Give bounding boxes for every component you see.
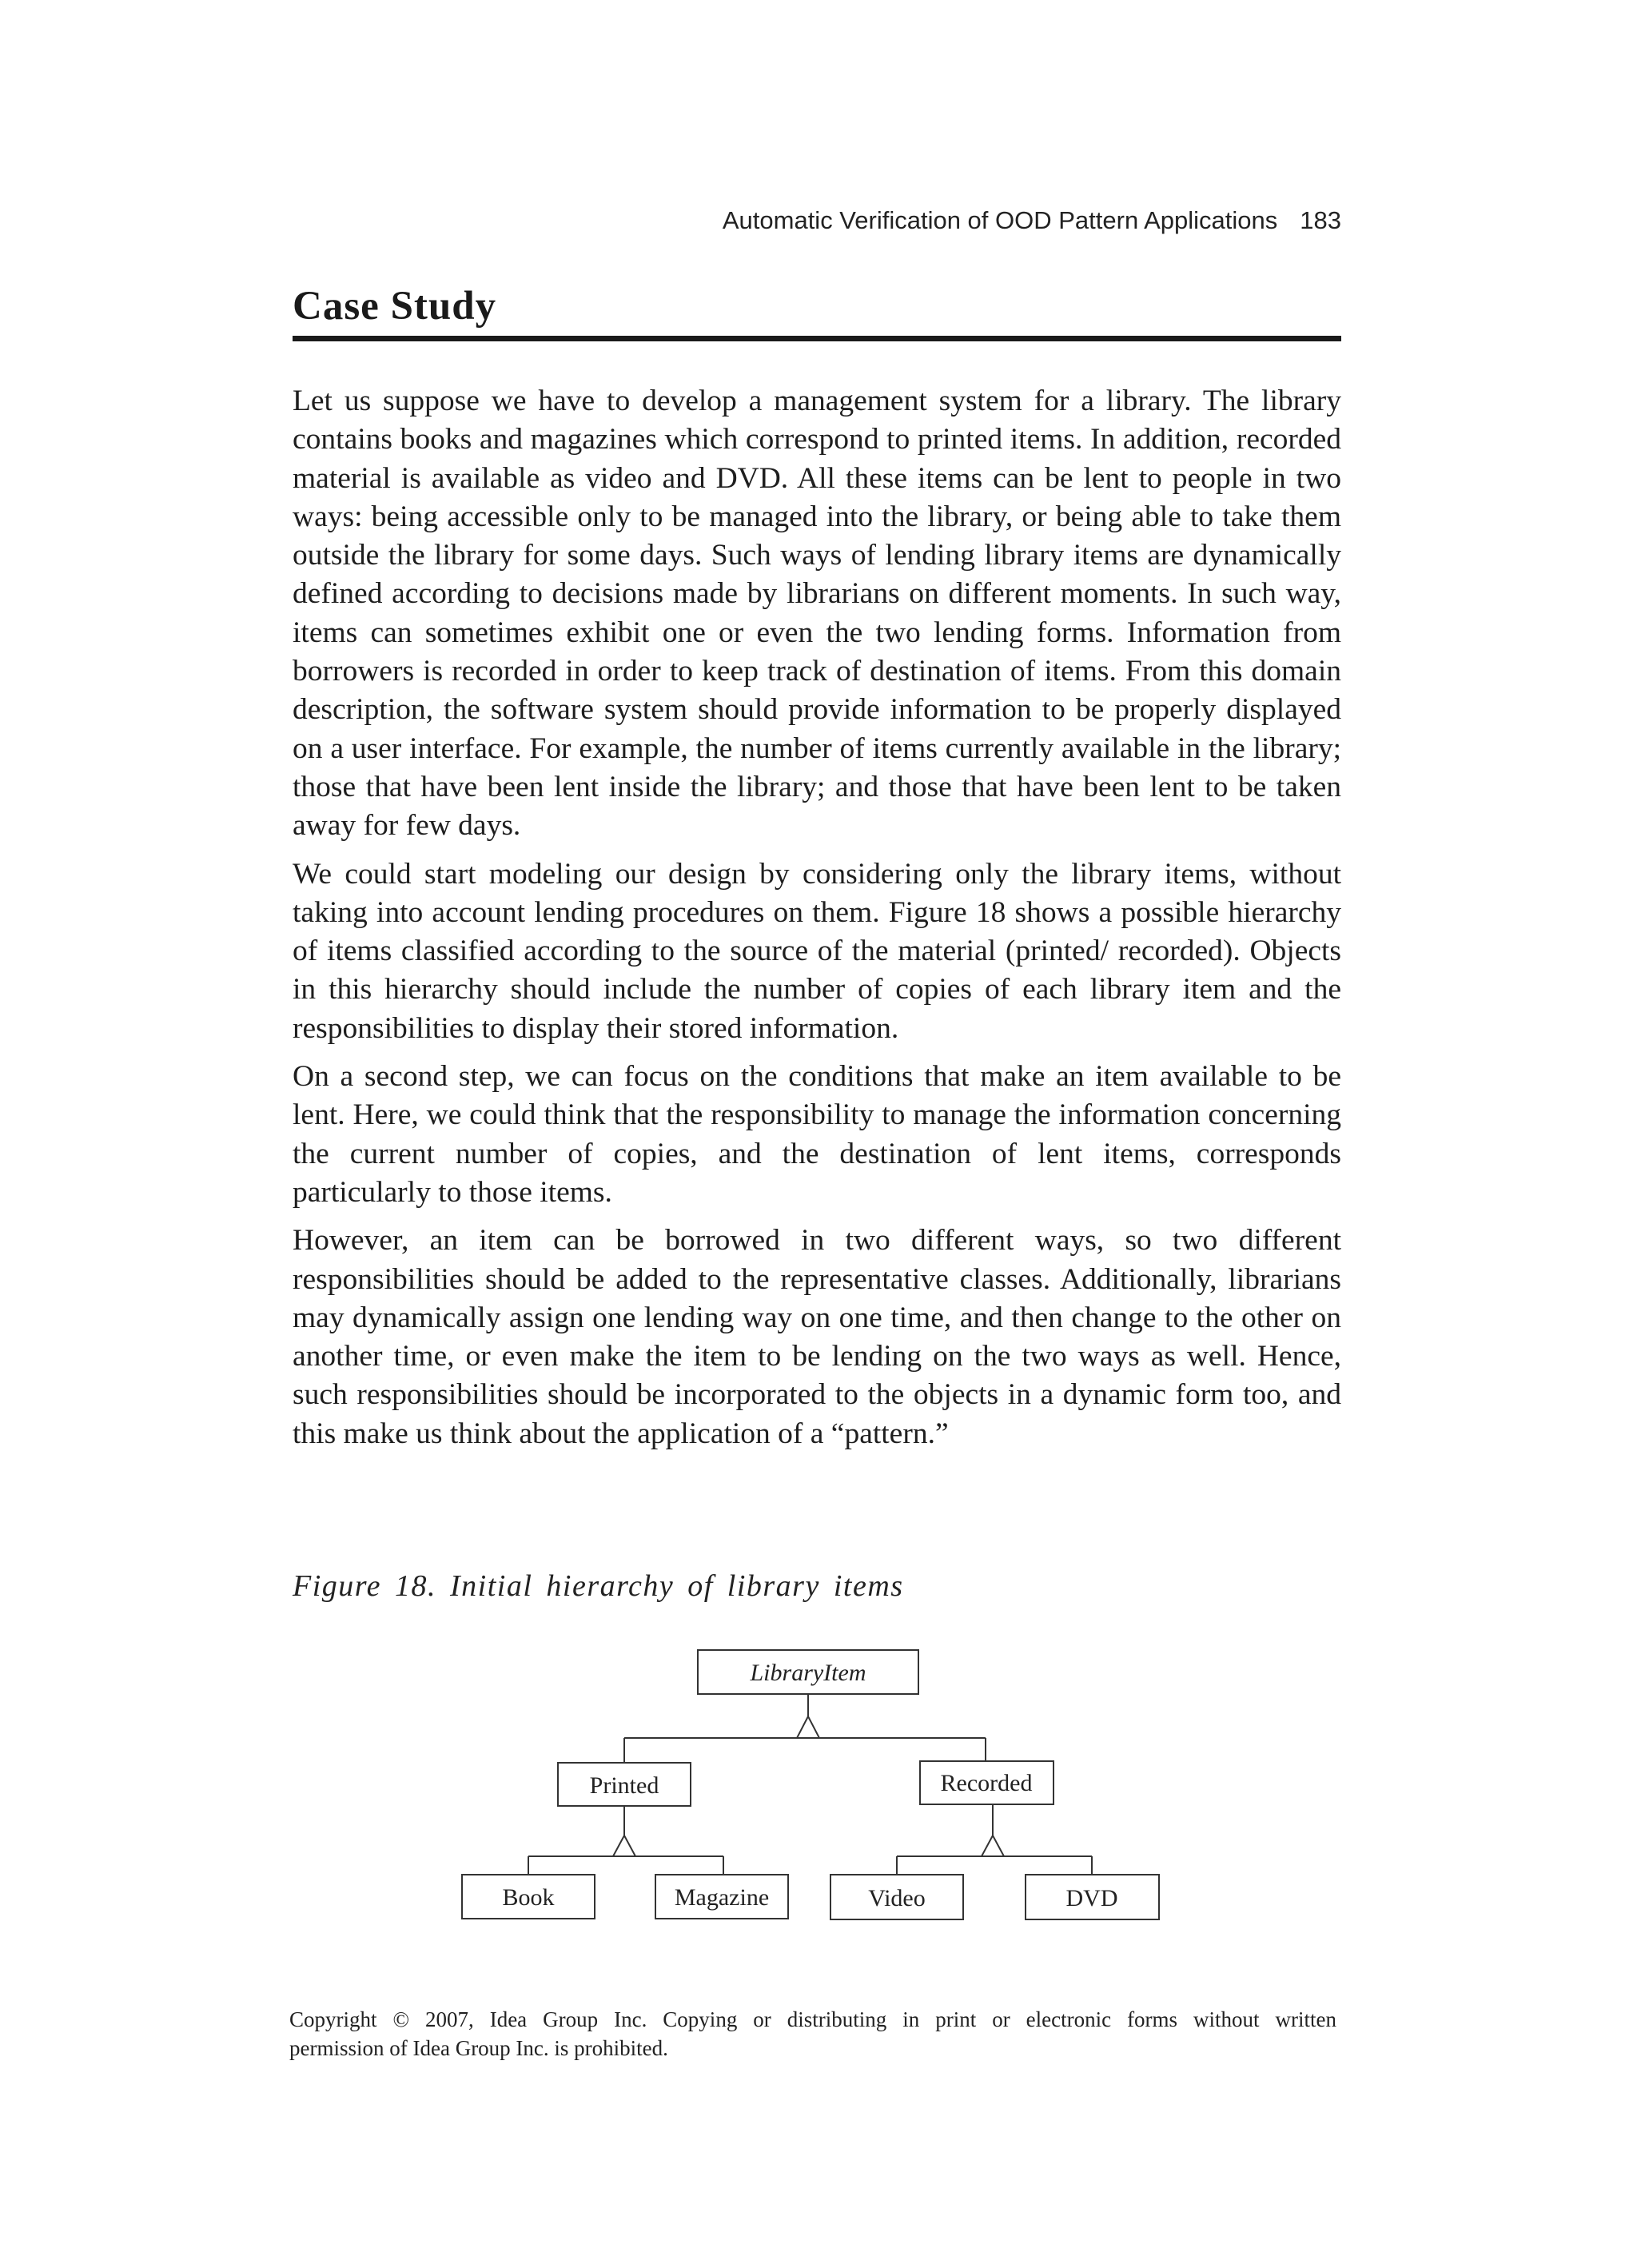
paragraph-3: On a second step, we can focus on the conditions that make an item available to be lent. Here, we could think that the responsibility to manage the information concerning the current number of copies, and the destination of lent items, corresponds particularly to those items. <box>293 1060 1341 1209</box>
class-name-video: Video <box>868 1885 926 1911</box>
class-name-recorded: Recorded <box>940 1770 1033 1796</box>
copyright-line-1: Copyright © 2007, Idea Group Inc. Copying or distributing in print or electronic forms without written <box>289 2007 1336 2031</box>
page-number: 183 <box>1300 206 1341 234</box>
paragraph-2: We could start modeling our design by considering only the library items, without taking into account lending procedures on them. Figure 18 shows a possible hierarchy of items classified according to the source of the material (printed/ recorded). Objects in this hierarchy should include the number of copies of each library item and the responsibilities to display their stored information. <box>293 857 1341 1045</box>
class-name-book: Book <box>502 1884 555 1911</box>
paragraph-4: However, an item can be borrowed in two different ways, so two different responsibilities should be added to the representative classes. Additionally, librarians may dynamically assign one lending way on one time, and then change to the other on another time, or even make the item to be lending on the two ways as well. Hence, such responsibilities should be incorporated to the objects in a dynamic form too, and this make us think about the application of a “pattern.” <box>293 1224 1341 1450</box>
figure-caption: Figure 18. Initial hierarchy of library items <box>293 1569 904 1603</box>
generalization-triangle <box>982 1836 1004 1856</box>
running-title: Automatic Verification of OOD Pattern Applications <box>722 206 1278 234</box>
paragraph-1: Let us suppose we have to develop a management system for a library. The library contains books and magazines which correspond to printed items. In addition, recorded material is available as video and DVD. All these items can be lent to people in two ways: being accessible only to be managed into the library, or being able to take them outside the library for some days. Such ways of lending library items are dynamically defined according to decisions made by librarians on different moments. In such way, items can sometimes exhibit one or even the two lending forms. Information from borrowers is recorded in order to keep track of destination of items. From this domain description, the software system should provide information to be properly displayed on a user interface. For example, the number of items currently available in the library; those that have been lent inside the library; and those that have been lent to be taken away for few days. <box>293 385 1341 843</box>
copyright-notice <box>289 2005 1336 2063</box>
class-name-printed: Printed <box>589 1772 659 1799</box>
copyright-line-2: permission of Idea Group Inc. is prohibited. <box>289 2036 668 2060</box>
class-name-dvd: DVD <box>1065 1885 1118 1911</box>
section-title: Case Study <box>293 284 497 329</box>
generalization-triangle <box>797 1716 819 1738</box>
class-name-libraryitem: LibraryItem <box>750 1660 866 1686</box>
generalization-triangle <box>613 1836 635 1856</box>
class-name-magazine: Magazine <box>674 1884 770 1911</box>
